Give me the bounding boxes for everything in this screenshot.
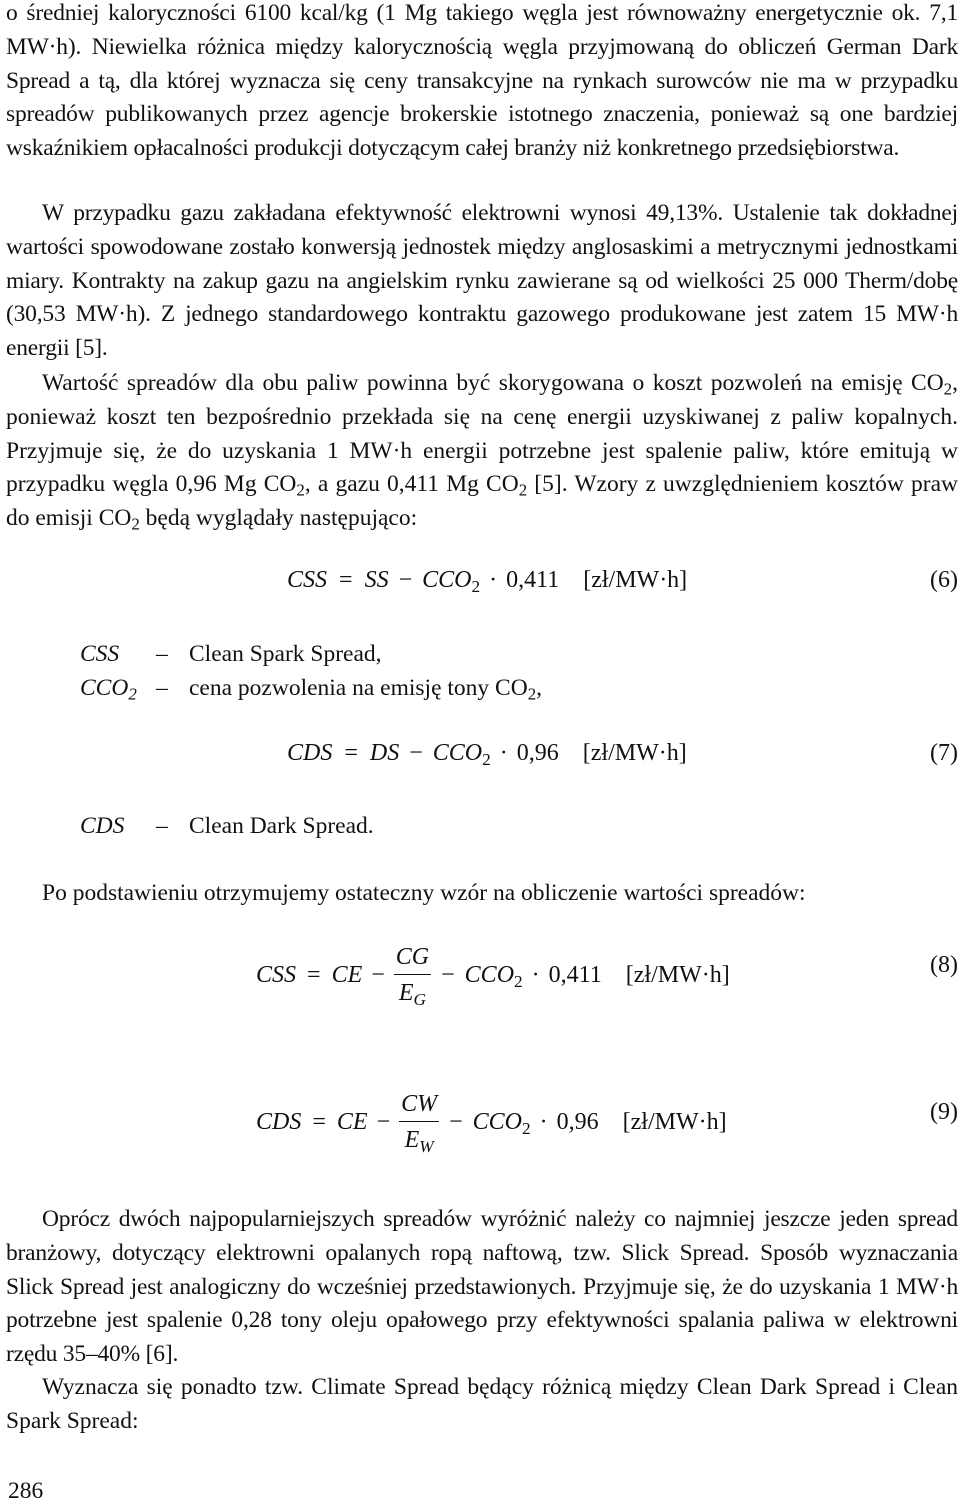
- equation-9-fraction: $\frac{CW}{E_W}$: [399, 1087, 439, 1158]
- equation-8-number: (8): [930, 952, 958, 978]
- equation-6: CSS = SS − $CCO_2 \cdot 0,411$ [zł/MW·h] (6): [287, 567, 958, 596]
- page-number: 286: [8, 1478, 44, 1504]
- paragraph-3-text: Wartość spreadów dla obu paliw powinna być skorygowana o koszt pozwoleń na emisję $CO_2$, ponieważ koszt ten bezpośrednio przekłada się na cenę energii uzyskiwanej z paliw kopalnych. Przyjmuje się, że do uzyskania 1 MW·h energii potrzebne jest spalenie paliw, które emitują w przypadku węgla 0,96 Mg $CO_2$, a gazu 0,411 Mg $CO_2$ [5]. Wzory z uwzględnieniem kosztów praw do emisji $CO_2$ będą wyglądały następująco:: [6, 370, 958, 534]
- paragraph-1: [6, 0, 958, 166]
- paragraph-2: [6, 197, 958, 366]
- equation-7: CDS = DS − $CCO_2 \cdot 0,96$ [zł/MW·h] (7): [287, 740, 958, 769]
- paragraph-3: [6, 367, 958, 536]
- paragraph-4: [6, 877, 958, 911]
- paragraph-4-text: Po podstawieniu otrzymujemy ostateczny wzór na obliczenie wartości spreadów:: [42, 880, 806, 906]
- equation-9-number: (9): [930, 1099, 958, 1125]
- definition-cco2: $CCO_2$ – cena pozwolenia na emisję tony $CO_2$,: [80, 675, 543, 704]
- paragraph-5: [6, 1203, 958, 1372]
- equation-8-fraction: $\frac{CG}{E_G}$: [394, 940, 431, 1011]
- equation-6-number: (6): [930, 567, 958, 593]
- paragraph-2-text: W przypadku gazu zakładana efektywność elektrowni wynosi 49,13%. Ustalenie tak dokładnej wartości spowodowane zostało konwersją jednostek między anglosaskimi a metrycznymi jednostkami miary. Kontrakty na zakup gazu na angielskim rynku zawierane są od wielkości 25 000 Therm/dobę (30,53 MW·h). Z jednego standardowego kontraktu gazowego produkowane jest zatem 15 MW·h energii [5].: [6, 200, 958, 362]
- definition-cds: CDS – Clean Dark Spread.: [80, 813, 374, 839]
- paragraph-6-text: Wyznacza się ponadto tzw. Climate Spread będący różnicą między Clean Dark Spread i Clean Spark Spread:: [6, 1374, 958, 1434]
- paragraph-1-text: o średniej kaloryczności 6100 kcal/kg (1 Mg takiego węgla jest równoważny energetycznie ok. 7,1 MW·h). Niewielka różnica między kalorycznością węgla przyjmowaną do obliczeń German Dark Spread a tą, dla której wyznacza się ceny transakcyjne na rynkach surowców nie ma w przypadku spreadów publikowanych przez agencje brokerskie istotnego znaczenia, ponieważ są one bardziej wskaźnikiem opłacalności produkcji dotyczącym całej branży niż konkretnego przedsiębiorstwa.: [6, 0, 958, 162]
- paragraph-5-text: Oprócz dwóch najpopularniejszych spreadów wyróżnić należy co najmniej jeszcze jeden spread branżowy, dotyczący elektrowni opalanych ropą naftową, tzw. Slick Spread. Sposób wyznaczania Slick Spread jest analogiczny do wcześniej przedstawionych. Przyjmuje się, że do uzyskania 1 MW·h potrzebne jest spalenie 0,28 tony oleju opałowego przy efektywności spalania paliwa w elektrowni rzędu 35–40% [6].: [6, 1206, 958, 1368]
- definition-css: CSS – Clean Spark Spread,: [80, 641, 382, 667]
- equation-7-number: (7): [930, 740, 958, 766]
- equation-8: CSS = CE − $\frac{CG}{E_G}$ − $CCO_2 \cdot 0,411$ [zł/MW·h] (8): [6, 940, 958, 1020]
- equation-9: CDS = CE − $\frac{CW}{E_W}$ − $CCO_2 \cdot 0,96$ [zł/MW·h] (9): [6, 1087, 958, 1167]
- paragraph-6: [6, 1371, 958, 1439]
